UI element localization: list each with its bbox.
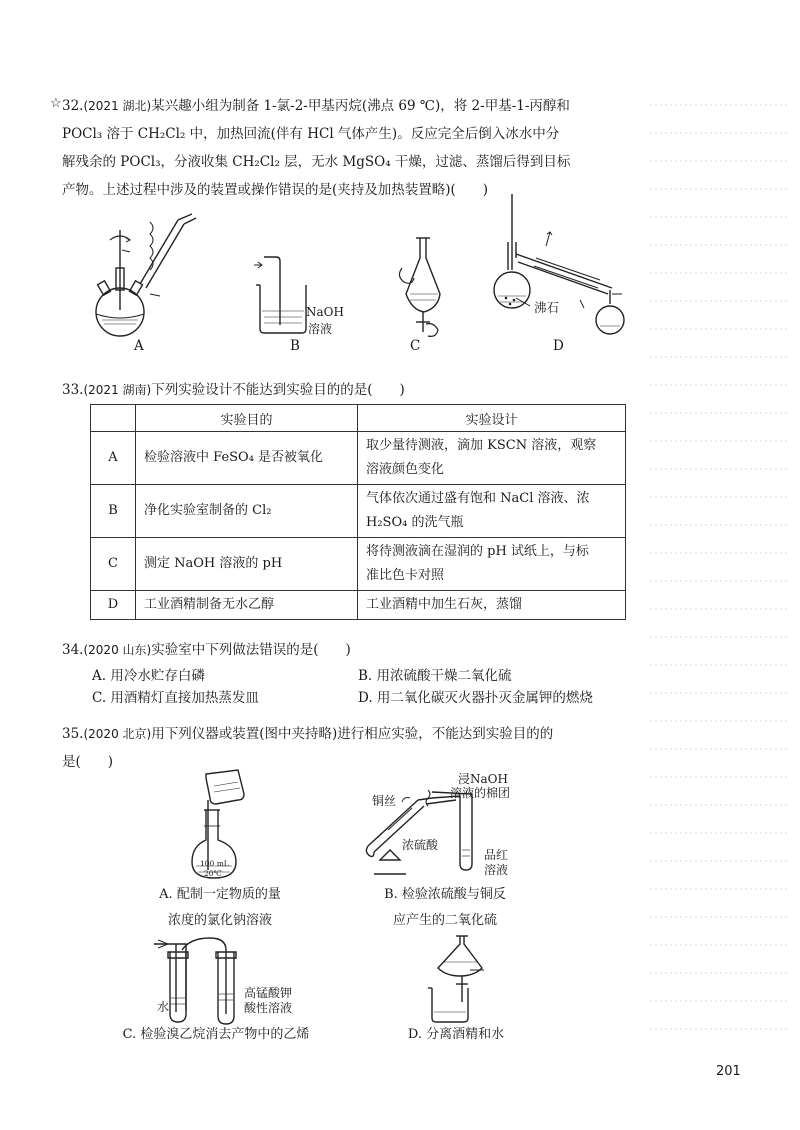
q35-line-1 <box>62 720 553 748</box>
q34-option-d: D. 用二氧化碳灭火器扑灭金属钾的燃烧 <box>358 690 593 706</box>
q34-option-a: A. 用冷水贮存白磷 <box>92 668 205 684</box>
question-34 <box>62 636 351 664</box>
row-goal: 测定 NaOH 溶液的 pH <box>136 538 358 591</box>
q32-line-2: POCl₃ 溶于 CH₂Cl₂ 中，加热回流(伴有 HCl 气体产生)。反应完全后倒入冰水中分 <box>62 126 560 142</box>
row-design <box>358 591 626 620</box>
q32-label-b: B <box>290 338 300 354</box>
q35-cotton-label-2: 溶液的棉团 <box>450 786 511 800</box>
table-header-row <box>91 405 626 432</box>
q32-apparatus-d <box>490 192 630 342</box>
row-key: A <box>91 432 136 485</box>
q35-caption-b-line-2: 应产生的二氧化硫 <box>392 913 497 928</box>
q32-label-a: A <box>134 338 144 354</box>
q32-label-d: D <box>553 338 564 354</box>
q34-source: (2020 山东) <box>83 643 152 657</box>
q34-stem: 实验室中下列做法错误的是( ) <box>151 642 351 658</box>
table-row <box>91 591 626 620</box>
q35-apparatus-d <box>424 930 494 1024</box>
row-key: C <box>91 538 136 591</box>
q35-cu-wire-label: 铜丝 <box>372 794 397 808</box>
q33-stem: 下列实验设计不能达到实验目的的是( ) <box>151 382 405 398</box>
q32-solution-label: 溶液 <box>308 322 333 336</box>
question-33 <box>62 376 405 404</box>
q35-stem: 用下列仪器或装置(图中夹持略)进行相应实验，不能达到实验目的的 <box>151 726 554 742</box>
table-header-goal: 实验目的 <box>136 405 358 432</box>
question-35 <box>62 720 553 776</box>
row-design-line-1: 工业酒精中加生石灰，蒸馏 <box>366 597 523 612</box>
q35-caption-d <box>376 1022 536 1048</box>
q32-number: 32. <box>62 98 84 114</box>
q33-table <box>90 404 626 620</box>
q34-option-c: C. 用酒精灯直接加热蒸发皿 <box>92 690 259 706</box>
row-design-line-2: 准比色卡对照 <box>366 568 445 583</box>
q35-kmno4-label-1: 高锰酸钾 <box>244 986 293 1000</box>
q32-apparatus-c <box>392 232 452 342</box>
q32-line-3: 解残余的 POCl₃，分液收集 CH₂Cl₂ 层，无水 MgSO₄ 干燥，过滤、蒸馏后得到目标 <box>62 154 571 170</box>
q32-apparatus-b <box>250 255 310 335</box>
q32-line-1 <box>62 92 570 120</box>
q35-caption-b <box>360 882 530 934</box>
q35-caption-a <box>140 882 300 934</box>
row-key: D <box>91 591 136 620</box>
q35-cotton-label-1: 浸NaOH <box>458 772 508 786</box>
q35-caption-b-line-1: B. 检验浓硫酸与铜反 <box>384 887 506 902</box>
q35-caption-c <box>106 1022 326 1048</box>
row-design-line-1: 取少量待测液，滴加 KSCN 溶液，观察 <box>366 438 597 453</box>
row-goal: 净化实验室制备的 Cl₂ <box>136 485 358 538</box>
star-icon: ☆ <box>50 96 62 111</box>
q35-caption-c-line-1: C. 检验溴乙烷消去产物中的乙烯 <box>122 1027 310 1042</box>
question-32 <box>62 92 570 204</box>
table-row <box>91 432 626 485</box>
row-goal: 检验溶液中 FeSO₄ 是否被氧化 <box>136 432 358 485</box>
q34-option-b: B. 用浓硫酸干燥二氧化硫 <box>358 668 512 684</box>
q35-pinkred-label-1: 品红 <box>484 848 509 862</box>
q35-flask-label-1: 100 mL <box>200 859 229 868</box>
q32-source: (2021 湖北) <box>83 99 152 113</box>
q33-line-1 <box>62 376 405 404</box>
q32-naoh-label: NaOH <box>306 305 344 319</box>
row-design <box>358 538 626 591</box>
q35-line-2: 是( ) <box>62 754 114 770</box>
q35-source: (2020 北京) <box>83 727 152 741</box>
row-design-line-2: H₂SO₄ 的洗气瓶 <box>366 515 464 530</box>
q35-flask-label-2: 20℃ <box>204 869 222 878</box>
table-row <box>91 538 626 591</box>
page-number: 201 <box>716 1064 741 1079</box>
row-design-line-2: 溶液颜色变化 <box>366 462 445 477</box>
q33-number: 33. <box>62 382 84 398</box>
q32-boiling-chip-label: 沸石 <box>534 300 560 315</box>
row-design <box>358 485 626 538</box>
row-goal: 工业酒精制备无水乙醇 <box>136 591 358 620</box>
q32-text-1: 某兴趣小组为制备 1-氯-2-甲基丙烷(沸点 69 ℃)，将 2-甲基-1-丙醇和 <box>151 98 570 114</box>
table-header-design: 实验设计 <box>358 405 626 432</box>
q35-caption-a-line-1: A. 配制一定物质的量 <box>159 887 281 902</box>
q35-caption-a-line-2: 浓度的氯化钠溶液 <box>167 913 272 928</box>
row-design-line-1: 气体依次通过盛有饱和 NaCl 溶液、浓 <box>366 491 590 506</box>
q35-conc-acid-label: 浓硫酸 <box>402 838 439 852</box>
table-header-key <box>91 405 136 432</box>
q35-water-label: 水 <box>157 1000 170 1014</box>
q32-label-c: C <box>410 338 421 354</box>
row-design-line-1: 将待测液滴在湿润的 pH 试纸上，与标 <box>366 544 589 559</box>
q33-source: (2021 湖南) <box>83 383 152 397</box>
q32-apparatus-a <box>80 210 210 340</box>
row-design <box>358 432 626 485</box>
margin-ruled-lines <box>640 95 800 1055</box>
q35-number: 35. <box>62 726 84 742</box>
q34-number: 34. <box>62 642 84 658</box>
q35-kmno4-label-2: 酸性溶液 <box>244 1001 293 1015</box>
table-row <box>91 485 626 538</box>
q34-line-1 <box>62 636 351 664</box>
q35-caption-d-line-1: D. 分离酒精和水 <box>407 1027 505 1042</box>
q35-pinkred-label-2: 溶液 <box>484 863 509 877</box>
q32-line-4: 产物。上述过程中涉及的装置或操作错误的是(夹持及加热装置略)( ) <box>62 182 489 198</box>
row-key: B <box>91 485 136 538</box>
